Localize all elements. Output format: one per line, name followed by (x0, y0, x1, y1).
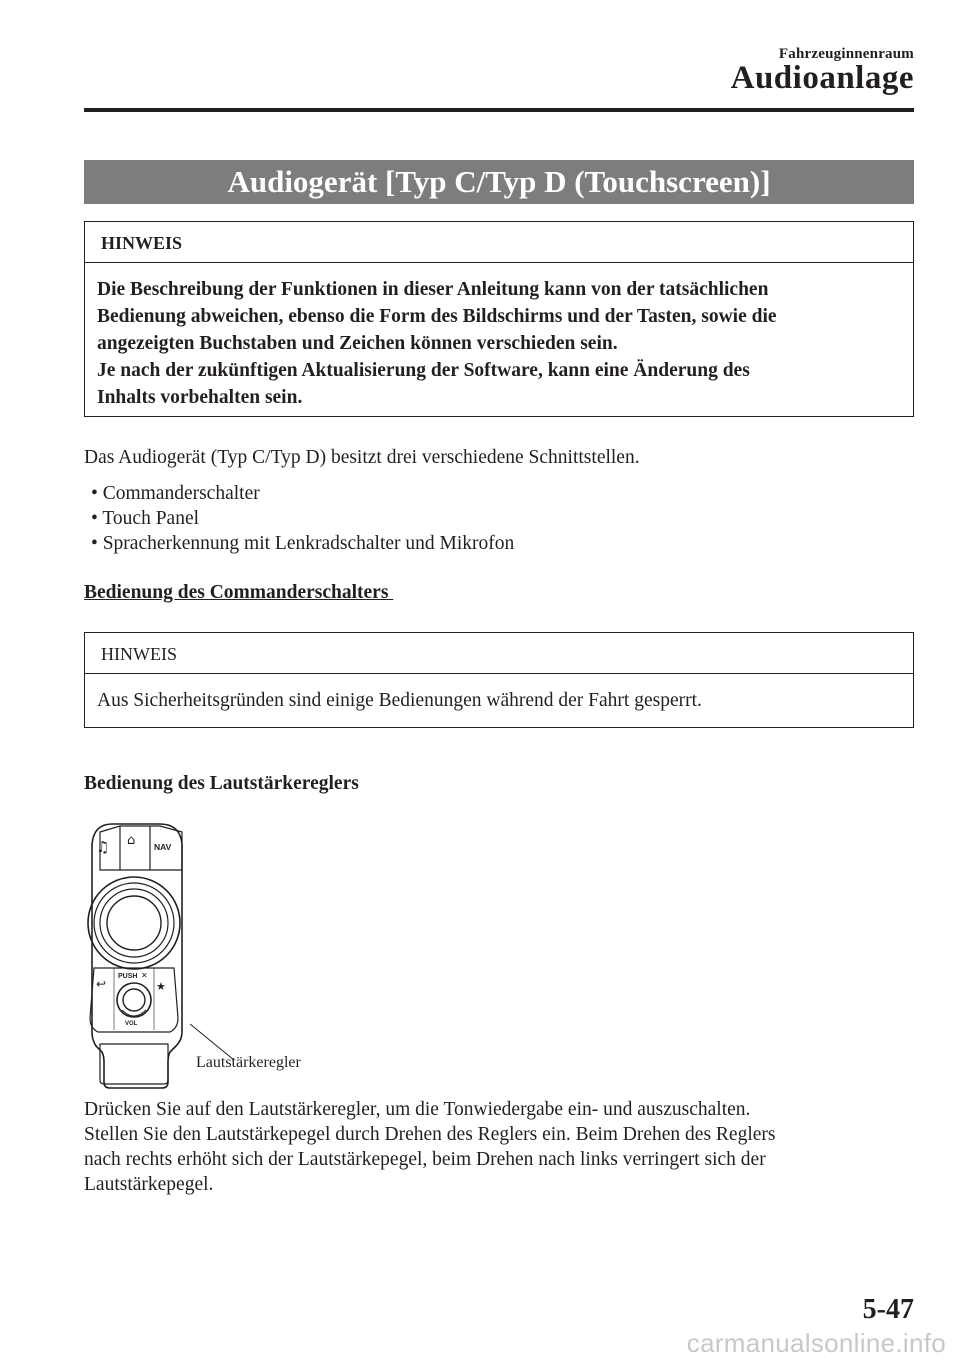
back-icon: ↩ (96, 977, 107, 991)
note-line: Die Beschreibung der Funktionen in dieser Anleitung kann von der tatsächlichen (97, 279, 769, 300)
list-item: • Touch Panel (91, 506, 514, 531)
body-line: Stellen Sie den Lautstärkepegel durch Drehen des Reglers ein. Beim Drehen des Reglers (84, 1124, 776, 1145)
body-line: nach rechts erhöht sich der Lautstärkepegel, beim Drehen nach links verringert sich der (84, 1149, 766, 1170)
body-line: Drücken Sie auf den Lautstärkeregler, um die Tonwiedergabe ein- und auszuschalten. (84, 1099, 751, 1120)
list-item: • Commanderschalter (91, 481, 514, 506)
note-label: HINWEIS (85, 633, 913, 674)
home-icon: ⌂ (127, 833, 136, 848)
mute-icon: ✕ (141, 971, 148, 980)
note-line: Je nach der zukünftigen Aktualisierung der Software, kann eine Änderung des (97, 360, 750, 381)
note-line: Bedienung abweichen, ebenso die Form des Bildschirms und der Tasten, sowie die (97, 306, 777, 327)
note-body: Aus Sicherheitsgründen sind einige Bedienungen während der Fahrt gesperrt. (97, 690, 702, 711)
volume-knob-inner (123, 989, 145, 1011)
list-item: • Spracherkennung mit Lenkradschalter und Mikrofon (91, 531, 514, 556)
header-rule (84, 108, 914, 112)
figure-callout: Lautstärkeregler (196, 1054, 301, 1071)
note-box-general (84, 221, 914, 417)
commander-switch-illustration (84, 818, 344, 1090)
knob-center (107, 896, 161, 950)
music-icon: ♫ (96, 838, 110, 856)
note-body (85, 263, 913, 423)
favorite-icon: ★ (156, 980, 166, 993)
subheading-commander: Bedienung des Commanderschalters (84, 582, 394, 603)
subheading-volume: Bedienung des Lautstärkereglers (84, 773, 359, 794)
page-number: 5-47 (862, 1294, 914, 1325)
note-line: angezeigten Buchstaben und Zeichen können verschieden sein. (97, 333, 618, 354)
body-line: Lautstärkepegel. (84, 1174, 214, 1195)
note-line: Inhalts vorbehalten sein. (97, 387, 303, 408)
knob-outer-ring (88, 877, 180, 969)
push-label: PUSH (118, 973, 138, 980)
header-title: Audioanlage (730, 60, 914, 96)
watermark: carmanualsonline.info (686, 1328, 946, 1358)
intro-paragraph: Das Audiogerät (Typ C/Typ D) besitzt drei verschiedene Schnittstellen. (84, 447, 640, 468)
volume-instructions (84, 1097, 914, 1197)
note-box-safety (84, 632, 914, 728)
vol-label: VOL (125, 1021, 138, 1027)
interface-list (91, 481, 514, 556)
nav-button-label: NAV (154, 842, 172, 852)
volume-knob-outer (117, 983, 151, 1017)
section-title: Audiogerät [Typ C/Typ D (Touchscreen)] (84, 160, 914, 204)
note-label: HINWEIS (85, 222, 913, 263)
header-category: Fahrzeuginnenraum (778, 46, 914, 62)
